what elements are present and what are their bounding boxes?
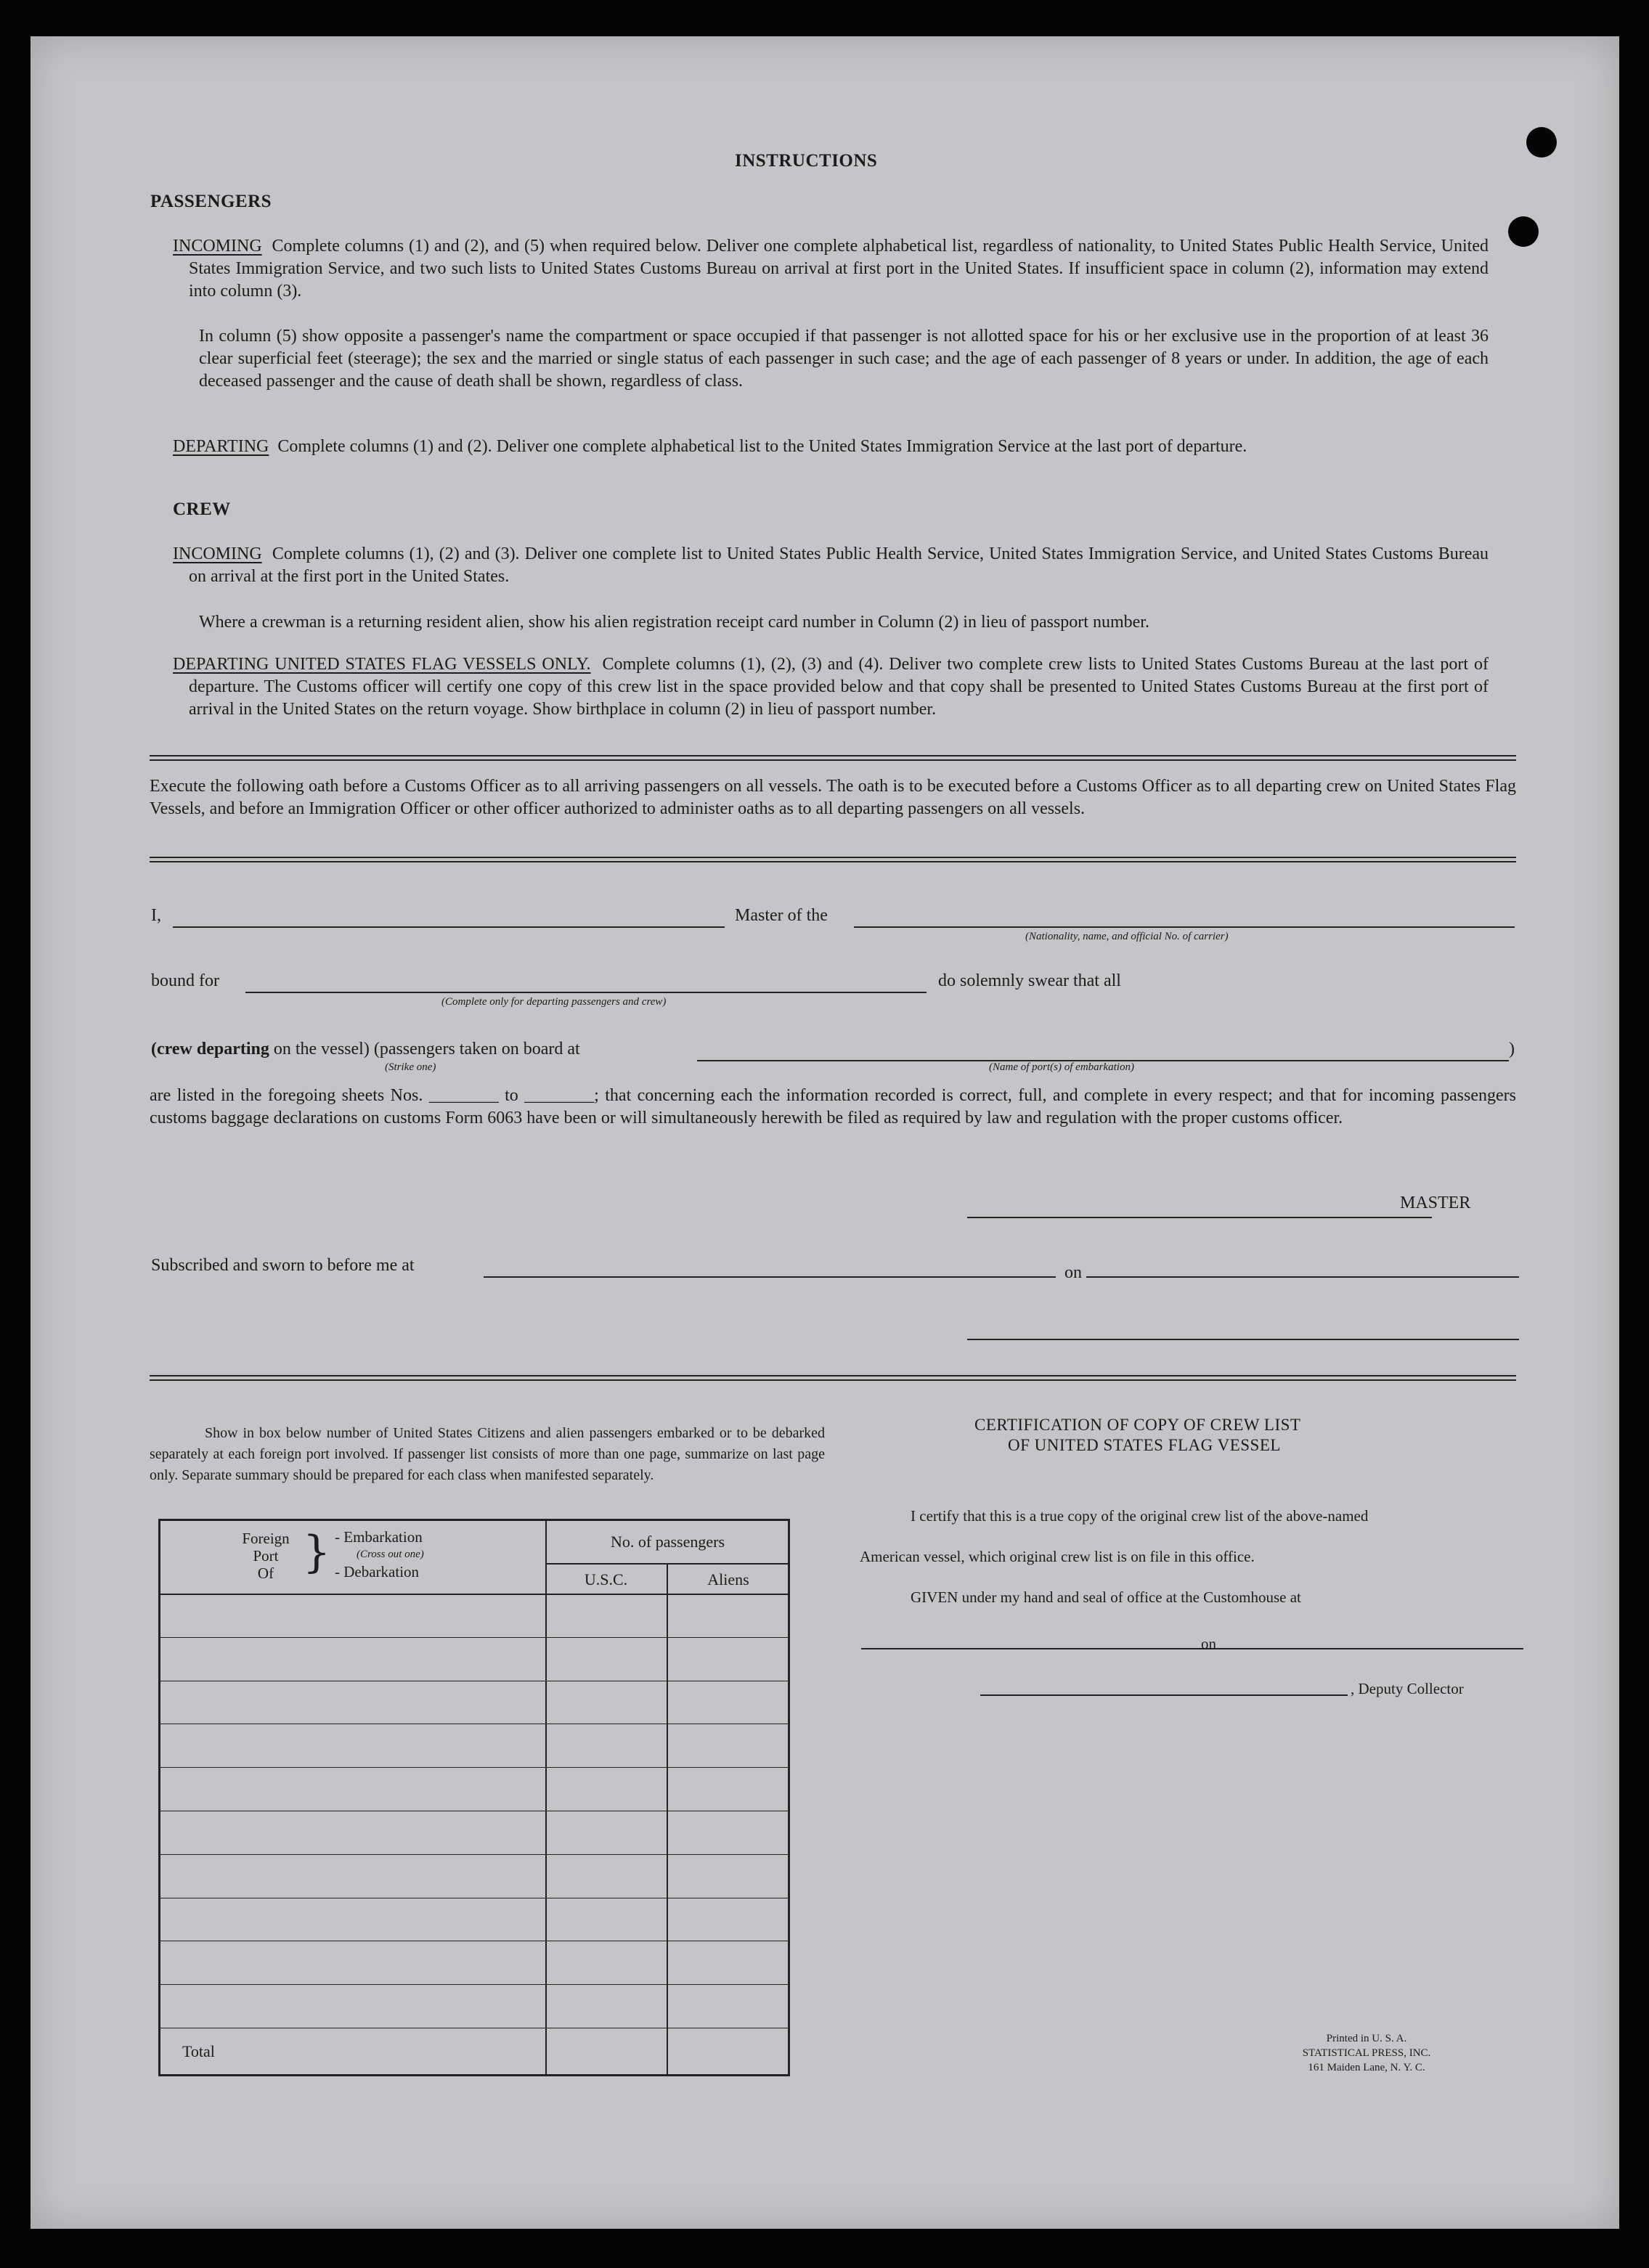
master-of-the-label: Master of the: [735, 906, 828, 925]
master-signature-field[interactable]: [967, 1217, 1432, 1218]
master-name-field[interactable]: [173, 926, 725, 928]
subscribed-label: Subscribed and sworn to before me at: [151, 1256, 415, 1275]
row-divider: [160, 1594, 790, 1595]
foreign-label: Foreign: [242, 1530, 290, 1547]
customhouse-field[interactable]: [861, 1648, 1229, 1649]
close-paren: ): [1509, 1040, 1515, 1058]
oath-i-label: I,: [151, 906, 161, 925]
printer-line-3: 161 Maiden Lane, N. Y. C.: [1308, 2062, 1425, 2073]
on-vessel-text: on the vessel) (passengers taken on board at: [273, 1040, 580, 1058]
crew-heading: CREW: [173, 499, 231, 519]
do-swear-label: do solemnly swear that all: [938, 971, 1121, 990]
subscribed-date-field[interactable]: [1086, 1276, 1519, 1278]
carrier-field[interactable]: [854, 926, 1515, 928]
column5-text: In column (5) show opposite a passenger's name the compartment or space occupied if that passenger is not allotted space for his or her exclusive use in the proportion of at least 36 clear superficial feet (steerage); the sex and the married or single status of each passenger in such case; and the age of each passenger of 8 years or under. In addition, the age of each deceased passenger and the cause of death shall be shown, regardless of class.: [199, 327, 1489, 391]
master-label: MASTER: [1400, 1194, 1471, 1212]
departing-label: DEPARTING: [173, 437, 269, 456]
no-passengers-label: No. of passengers: [610, 1533, 725, 1551]
aliens-label: Aliens: [707, 1570, 749, 1588]
oath-intro: Execute the following oath before a Customs Officer as to all arriving passengers on all vessels. The oath is to be executed before a Customs Officer as to all departing crew on United States Flag Vessels, and before an Immigration Officer or other officer authorized to administer oaths as to all departing passengers on all vessels.: [150, 777, 1516, 818]
form-sheet: [30, 36, 1619, 2229]
table-row-line: [160, 1637, 790, 1638]
port-label: Port: [253, 1547, 279, 1565]
divider: [150, 861, 1516, 862]
printer-imprint: [1250, 2031, 1483, 2075]
deputy-collector-label: , Deputy Collector: [1351, 1680, 1464, 1697]
crew-flag-label: DEPARTING UNITED STATES FLAG VESSELS ONLY.: [173, 655, 591, 674]
crew-departing-text: (crew departing: [151, 1040, 269, 1058]
divider: [150, 759, 1516, 761]
table-row-line: [160, 1984, 790, 1985]
certification-title-2: OF UNITED STATES FLAG VESSEL: [1008, 1436, 1281, 1454]
brace: }: [303, 1527, 331, 1578]
divider: [150, 755, 1516, 756]
port-note: (Name of port(s) of embarkation): [989, 1061, 1134, 1073]
american-text: American vessel, which original crew list is on file in this office.: [860, 1548, 1255, 1565]
punch-hole: [1526, 127, 1557, 158]
bound-for-field[interactable]: [245, 992, 927, 993]
total-label: Total: [182, 2042, 215, 2060]
punch-hole: [1508, 216, 1539, 247]
cross-out-note: (Cross out one): [357, 1549, 424, 1560]
subscribed-place-field[interactable]: [484, 1276, 1056, 1278]
passengers-heading: PASSENGERS: [150, 192, 272, 211]
col-divider: [667, 1563, 668, 2074]
cert-date-field[interactable]: [1224, 1648, 1523, 1649]
crew-departing-label: [151, 1040, 580, 1059]
deputy-collector-field[interactable]: [980, 1694, 1348, 1696]
col-divider: [545, 1521, 547, 2074]
carrier-note: (Nationality, name, and official No. of carrier): [1025, 931, 1229, 942]
row-divider: [545, 1563, 790, 1565]
listed-text: are listed in the foregoing sheets Nos. ________ to ________; that concerning each the information recorded is correct, full, and complete in every respect; and that for incoming passengers customs baggage declarations on customs Form 6063 have been or will simultaneously herewith be filed as required by law and regulation with the proper customs officer.: [150, 1086, 1516, 1127]
crew-incoming: [173, 543, 1489, 588]
crew-flag-text: Complete columns (1), (2), (3) and (4). Deliver two complete crew lists to United States Customs Bureau at the last port of departure. The Customs officer will certify one copy of this crew list in the space provided below and that copy shall be presented to United States Customs Bureau at the first port of arrival in the United States on the return voyage. Show birthplace in column (2) in lieu of passport number.: [189, 655, 1489, 719]
crew-incoming-label: INCOMING: [173, 544, 262, 563]
given-text: GIVEN under my hand and seal of office at the Customhouse at: [911, 1588, 1301, 1606]
crew-resident-text: Where a crewman is a returning resident alien, show his alien registration receipt card number in Column (2) in lieu of passport number.: [199, 613, 1149, 632]
incoming-text: Complete columns (1) and (2), and (5) when required below. Deliver one complete alphabetical list, regardless of nationality, to United States Public Health Service, United States Immigration Service, and two such lists to United States Customs Bureau on arrival at first port in the United States. If insufficient space in column (2), information may extend into column (3).: [189, 237, 1489, 301]
crew-incoming-text: Complete columns (1), (2) and (3). Deliver one complete list to United States Public Health Service, United States Immigration Service, and United States Customs Bureau on arrival at the first port in the United States.: [189, 544, 1489, 586]
table-row-line: [160, 1767, 790, 1768]
bound-for-label: bound for: [151, 971, 219, 990]
divider: [150, 857, 1516, 858]
bound-note: (Complete only for departing passengers and crew): [441, 996, 667, 1008]
departing-text: Complete columns (1) and (2). Deliver one complete alphabetical list to the United States Immigration Service at the last port of departure.: [277, 437, 1247, 456]
table-row-line: [160, 1854, 790, 1855]
embarkation-label: - Embarkation: [335, 1528, 423, 1546]
certification-title-1: CERTIFICATION OF COPY OF CREW LIST: [974, 1416, 1301, 1434]
printer-line-2: STATISTICAL PRESS, INC.: [1302, 2047, 1431, 2059]
passengers-departing: [173, 436, 1489, 458]
strike-one-note: (Strike one): [385, 1061, 436, 1073]
usc-label: U.S.C.: [584, 1570, 628, 1588]
divider: [150, 1375, 1516, 1376]
instructions-title: INSTRUCTIONS: [735, 151, 878, 171]
passengers-incoming: [173, 235, 1489, 303]
summary-note: Show in box below number of United States Citizens and alien passengers embarked or to be debarked separately at each foreign port involved. If passenger list consists of more than one page, summarize on last page only. Separate summary should be prepared for each class when manifested separately.: [150, 1425, 825, 1483]
incoming-label: INCOMING: [173, 237, 262, 256]
subscribed-on-label: on: [1064, 1263, 1082, 1282]
divider: [150, 1379, 1516, 1381]
debarkation-label: - Debarkation: [335, 1563, 420, 1580]
of-label: Of: [257, 1565, 274, 1582]
printer-line-1: Printed in U. S. A.: [1326, 2033, 1407, 2044]
certify-text: I certify that this is a true copy of the original crew list of the above-named: [911, 1507, 1369, 1525]
officer-signature-field[interactable]: [967, 1339, 1519, 1340]
cert-on-label: on: [1201, 1635, 1216, 1652]
crew-flag-vessels: [173, 653, 1489, 721]
summary-table: [158, 1519, 790, 2076]
